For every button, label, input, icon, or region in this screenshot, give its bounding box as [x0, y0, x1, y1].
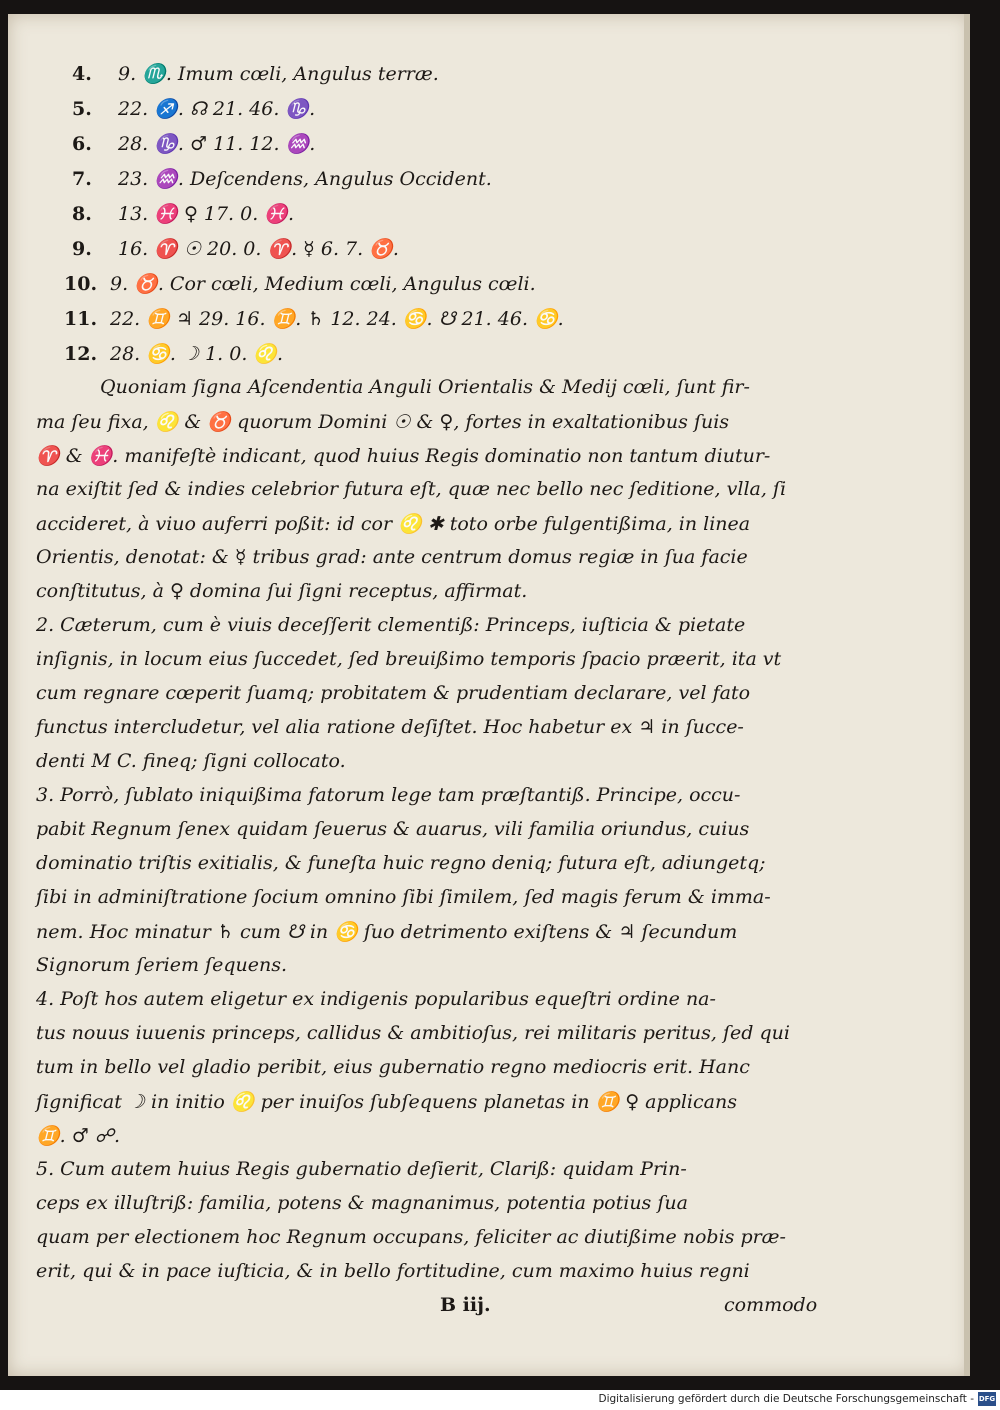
body-line: nem. Hoc minatur ♄ cum ☋ in ♋ ſuo detrimento exiſtens & ♃ ſecundum	[36, 921, 738, 943]
body-line: ♈ & ♓. manifeſtè indicant, quod huius Regis dominatio non tantum diutur-	[36, 445, 771, 467]
body-line: 5. Cum autem huius Regis gubernatio deſierit, Clariß: quidam Prin-	[36, 1158, 687, 1180]
line-text: 22. ♐. ☊ 21. 46. ♑.	[118, 98, 316, 120]
body-line: ſibi in adminiſtratione ſocium omnino ſibi ſimilem, ſed magis ferum & imma-	[36, 886, 771, 908]
line-number: 6.	[72, 133, 92, 155]
body-line: quam per electionem hoc Regnum occupans, feliciter ac diutißime nobis præ-	[36, 1226, 786, 1248]
page-text	[8, 14, 970, 1376]
body-line: denti M C. fineq; ſigni collocato.	[36, 750, 346, 772]
line-text: 28. ♋. ☽ 1. 0. ♌.	[110, 343, 284, 365]
table-line	[72, 62, 439, 85]
body-line: functus intercludetur, vel alia ratione deſiſtet. Hoc habetur ex ♃ in ſucce-	[36, 716, 744, 738]
line-text: 23. ♒. Deſcendens, Angulus Occident.	[118, 168, 492, 190]
table-line	[64, 272, 536, 295]
body-line: dominatio triſtis exitialis, & funeſta huic regno deniq; futura eſt, adiungetq;	[36, 852, 766, 874]
body-line: erit, qui & in pace iuſticia, & in bello fortitudine, cum maximo huius regni	[36, 1260, 750, 1282]
body-line: accideret, à viuo auferri poßit: id cor ♌ ✱ toto orbe fulgentißima, in linea	[36, 513, 751, 535]
body-line: ♊. ♂ ☍.	[36, 1125, 121, 1147]
line-number: 9.	[72, 238, 92, 260]
table-line	[64, 307, 564, 330]
body-line: Quoniam ſigna Aſcendentia Anguli Orientalis & Medij cœli, ſunt fir-	[100, 376, 750, 398]
body-line: 2. Cæterum, cum è viuis deceſſerit clementiß: Princeps, iuſticia & pietate	[36, 614, 746, 636]
funding-credit: Digitalisierung gefördert durch die Deutsche Forschungsgemeinschaft -	[598, 1393, 974, 1405]
body-line: cum regnare cœperit ſuamq; probitatem & prudentiam declarare, vel fato	[36, 682, 751, 704]
body-line: 4. Poſt hos autem eligetur ex indigenis popularibus equeſtri ordine na-	[36, 988, 716, 1010]
line-number: 4.	[72, 63, 92, 85]
body-line: inſignis, in locum eius ſuccedet, ſed breuißimo temporis ſpacio præerit, ita vt	[36, 648, 782, 670]
line-text: 28. ♑. ♂ 11. 12. ♒.	[118, 133, 316, 155]
body-line: pabit Regnum ſenex quidam ſeuerus & auarus, vili familia oriundus, cuius	[36, 818, 750, 840]
line-text: 13. ♓ ♀ 17. 0. ♓.	[118, 203, 295, 225]
table-line	[72, 202, 294, 225]
line-text: 9. ♏. Imum cœli, Angulus terræ.	[118, 63, 439, 85]
body-line: conſtitutus, à ♀ domina ſui ſigni receptus, affirmat.	[36, 580, 528, 602]
body-line: Orientis, denotat: & ☿ tribus grad: ante centrum domus regiæ in ſua facie	[36, 546, 748, 568]
body-line: Signorum ſeriem ſequens.	[36, 954, 287, 976]
line-number: 11.	[64, 308, 98, 330]
body-line: ceps ex illuſtriß: familia, potens & magnanimus, potentia potius ſua	[36, 1192, 688, 1214]
line-text: 16. ♈ ☉ 20. 0. ♈. ☿ 6. 7. ♉.	[118, 238, 399, 260]
line-number: 7.	[72, 168, 92, 190]
table-line	[72, 167, 492, 190]
book-page	[8, 14, 970, 1376]
body-line: tus nouus iuuenis princeps, callidus & ambitioſus, rei militaris peritus, ſed qui	[36, 1022, 790, 1044]
table-line	[64, 342, 283, 365]
table-line	[72, 132, 315, 155]
catchword: commodo	[724, 1294, 818, 1316]
body-line: na exiſtit ſed & indies celebrior futura eſt, quæ nec bello nec ſeditione, vlla, ſi	[36, 478, 787, 500]
line-number: 8.	[72, 203, 92, 225]
line-number: 10.	[64, 273, 98, 295]
table-line	[72, 97, 315, 120]
footer-bar	[0, 1390, 1000, 1410]
line-text: 9. ♉. Cor cœli, Medium cœli, Angulus cœli.	[110, 273, 536, 295]
body-line: 3. Porrò, ſublato iniquißima fatorum lege tam præſtantiß. Principe, occu-	[36, 784, 741, 806]
signature-mark: B iij.	[440, 1294, 491, 1316]
table-line	[72, 237, 399, 260]
dfg-logo-icon: DFG	[978, 1392, 996, 1406]
line-text: 22. ♊ ♃ 29. 16. ♊. ♄ 12. 24. ♋. ☋ 21. 46. ♋.	[110, 308, 564, 330]
line-number: 5.	[72, 98, 92, 120]
line-number: 12.	[64, 343, 98, 365]
body-line: tum in bello vel gladio peribit, eius gubernatio regno mediocris erit. Hanc	[36, 1056, 750, 1078]
body-line: ſignificat ☽ in initio ♌ per inuiſos ſubſequens planetas in ♊ ♀ applicans	[36, 1091, 737, 1113]
body-line: ma ſeu fixa, ♌ & ♉ quorum Domini ☉ & ♀, fortes in exaltationibus ſuis	[36, 411, 730, 433]
